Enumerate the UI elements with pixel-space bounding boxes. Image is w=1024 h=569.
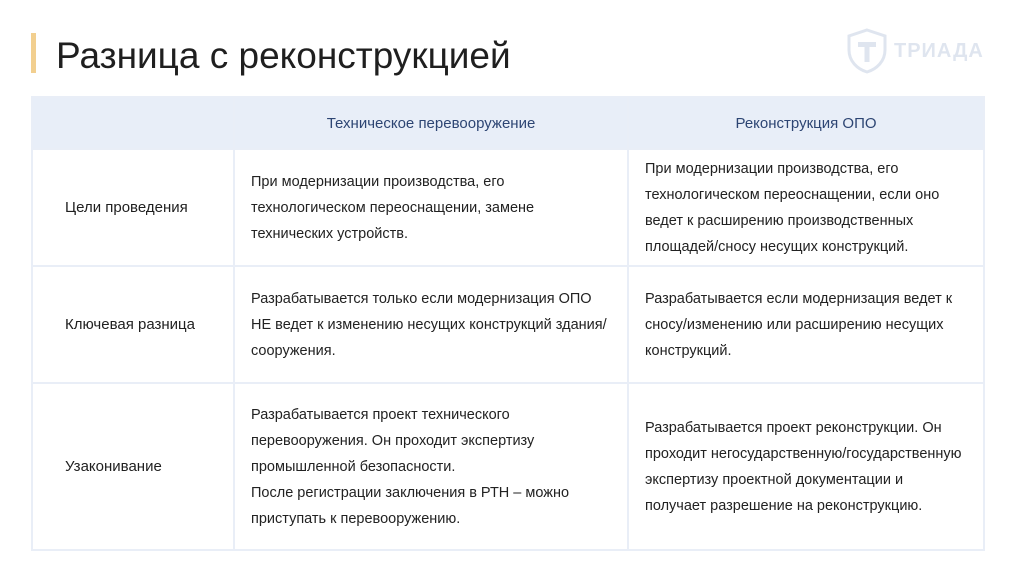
shield-logo-icon [846, 28, 888, 74]
table-row [32, 266, 984, 383]
cell-legalization-technical-p2: После регистрации заключения в РТН – можно приступать к перевооружению. [251, 484, 570, 527]
cell-key-difference-reconstruction: Разрабатывается если модернизация ведет к сносу/изменению или расширению несущих конструкций. [628, 266, 984, 383]
header-reconstruction: Реконструкция ОПО [628, 97, 984, 149]
header-empty-cell [32, 97, 234, 149]
row-label-goals: Цели проведения [32, 149, 234, 266]
row-label-legalization: Узаконивание [32, 383, 234, 550]
table-row [32, 383, 984, 550]
slide-title: Разница с реконструкцией [56, 35, 511, 76]
header-technical-rearmament: Техническое перевооружение [234, 97, 628, 149]
cell-legalization-reconstruction: Разрабатывается проект реконструкции. Он проходит негосударственную/государственную экспертизу проектной документации и получает разрешение на реконструкцию. [628, 383, 984, 550]
table-row [32, 149, 984, 266]
logo-text: ТРИАДА [894, 39, 984, 62]
comparison-table [31, 96, 985, 551]
cell-key-difference-technical: Разрабатывается только если модернизация ОПО НЕ ведет к изменению несущих конструкций здания/сооружения. [234, 266, 628, 383]
row-label-key-difference: Ключевая разница [32, 266, 234, 383]
cell-goals-reconstruction: При модернизации производства, его технологическом переоснащении, если оно ведет к расширению производственных площадей/сносу несущих конструкций. [628, 149, 984, 266]
cell-legalization-technical-p1: Разрабатывается проект технического перевооружения. Он проходит экспертизу промышленной безопасности. [251, 406, 535, 475]
cell-goals-technical: При модернизации производства, его технологическом переоснащении, замене технических устройств. [234, 149, 628, 266]
title-accent-bar [31, 33, 36, 73]
company-logo [846, 28, 984, 74]
table-header-row [32, 97, 984, 149]
cell-legalization-technical [234, 383, 628, 550]
